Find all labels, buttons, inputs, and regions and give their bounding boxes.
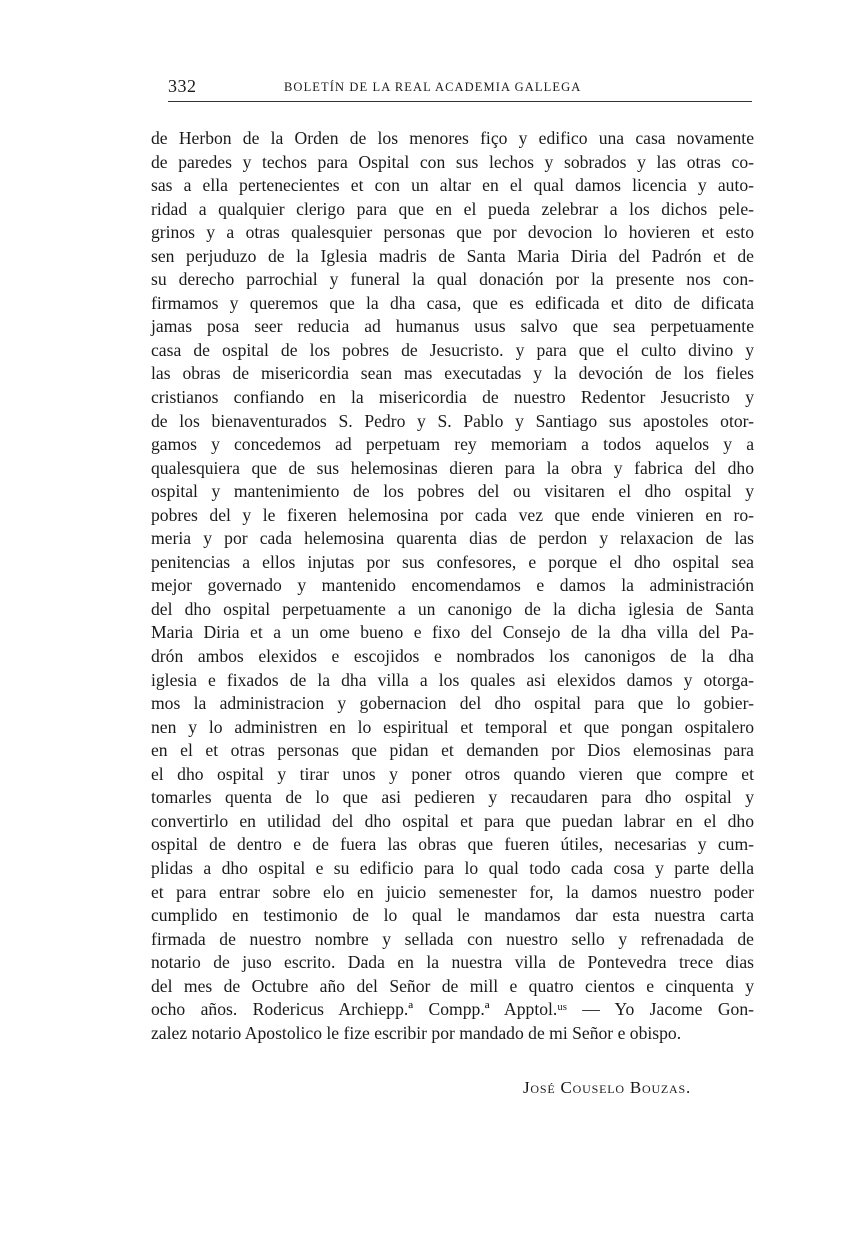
text-line: cristianos confiando en la misericordia de nuestro Redentor Jesucristo y [151, 387, 754, 408]
text-line: el dho ospital y tirar unos y poner otros quando vieren que compre et [151, 763, 754, 784]
text-line: del dho ospital perpetuamente a un canonigo de la dicha iglesia de Santa [151, 598, 754, 619]
text-line: del mes de Octubre año del Señor de mill e quatro cientos e cinquenta y [151, 975, 754, 996]
text-line: drón ambos elexidos e escojidos e nombrados los canonigos de la dha [151, 646, 754, 667]
text-line: convertirlo en utilidad del dho ospital et para que puedan labrar en el dho [151, 810, 754, 831]
page-number: 332 [168, 76, 197, 96]
text-line: plidas a dho ospital e su edificio para lo qual todo cada cosa y parte della [151, 857, 754, 878]
text-line: notario de juso escrito. Dada en la nuestra villa de Pontevedra trece dias [151, 952, 754, 973]
text-line: ocho años. Rodericus Archiepp.ª Compp.ª Apptol.ᵘˢ — Yo Jacome Gon- [151, 999, 754, 1020]
text-line: zalez notario Apostolico le fize escribir por mandado de mi Señor e obispo. [151, 1022, 682, 1043]
text-line: qualesquiera que de sus helemosinas dieren para la obra y fabrica del dho [151, 457, 754, 478]
body-paragraph [151, 127, 754, 1045]
text-line: cumplido en testimonio de lo qual le mandamos dar esta nuestra carta [151, 905, 754, 926]
text-line: de los bienaventurados S. Pedro y S. Pablo y Santiago sus apostoles otor- [151, 410, 754, 431]
text-line: penitencias a ellos injutas por sus confesores, e porque el dho ospital sea [151, 551, 754, 572]
text-line: iglesia e fixados de la dha villa a los quales asi elexidos damos y otorga- [151, 669, 754, 690]
text-line: mos la administracion y gobernacion del dho ospital para que lo gobier- [151, 693, 754, 714]
journal-title: BOLETÍN DE LA REAL ACADEMIA GALLEGA [284, 80, 582, 94]
text-line: casa de ospital de los pobres de Jesucristo. y para que el culto divino y [151, 339, 754, 360]
text-line: las obras de misericordia sean mas executadas y la devoción de los fieles [151, 363, 754, 384]
author-signature: José Couselo Bouzas. [523, 1078, 692, 1097]
text-line: sas a ella pertenecientes et con un altar en el qual damos licencia y auto- [151, 175, 754, 196]
text-line: nen y lo administren en lo espiritual et temporal et que pongan ospitalero [151, 716, 754, 737]
running-head [168, 76, 752, 102]
text-line: firmamos y queremos que la dha casa, que es edificada et dito de dificata [151, 292, 754, 313]
text-line: grinos y a otras qualesquier personas que por devocion lo hovieren et esto [151, 222, 754, 243]
text-line: de paredes y techos para Ospital con sus lechos y sobrados y las otras co- [151, 151, 754, 172]
text-line: firmada de nuestro nombre y sellada con nuestro sello y refrenadada de [151, 928, 754, 949]
text-line: jamas posa seer reducia ad humanus usus salvo que sea perpetuamente [151, 316, 754, 337]
text-line: ospital y mantenimiento de los pobres del ou visitaren el dho ospital y [151, 481, 754, 502]
text-line: meria y por cada helemosina quarenta dias de perdon y relaxacion de las [151, 528, 754, 549]
text-line: ospital de dentro e de fuera las obras que fueren útiles, necesarias y cum- [151, 834, 754, 855]
text-line: en el et otras personas que pidan et demanden por Dios elemosinas para [151, 740, 754, 761]
text-line: tomarles quenta de lo que asi pedieren y recaudaren para dho ospital y [151, 787, 754, 808]
text-line: et para entrar sobre elo en juicio semenester for, la damos nuestro poder [151, 881, 754, 902]
text-line: mejor governado y mantenido encomendamos e damos la administración [151, 575, 754, 596]
header-rule [168, 101, 752, 102]
text-line: su derecho parrochial y funeral la qual donación por la presente nos con- [151, 269, 754, 290]
text-line: ridad a qualquier clerigo para que en el pueda zelebrar a los dichos pele- [151, 198, 754, 219]
text-line: Maria Diria et a un ome bueno e fixo del Consejo de la dha villa del Pa- [151, 622, 754, 643]
text-line: gamos y concedemos ad perpetuam rey memoriam a todos aquelos y a [151, 434, 754, 455]
text-line: sen perjuduzo de la Iglesia madris de Santa Maria Diria del Padrón et de [151, 245, 754, 266]
text-line: de Herbon de la Orden de los menores fiço y edifico una casa novamente [151, 128, 754, 148]
text-line: pobres del y le fixeren helemosina por cada vez que ende vinieren en ro- [151, 504, 754, 525]
